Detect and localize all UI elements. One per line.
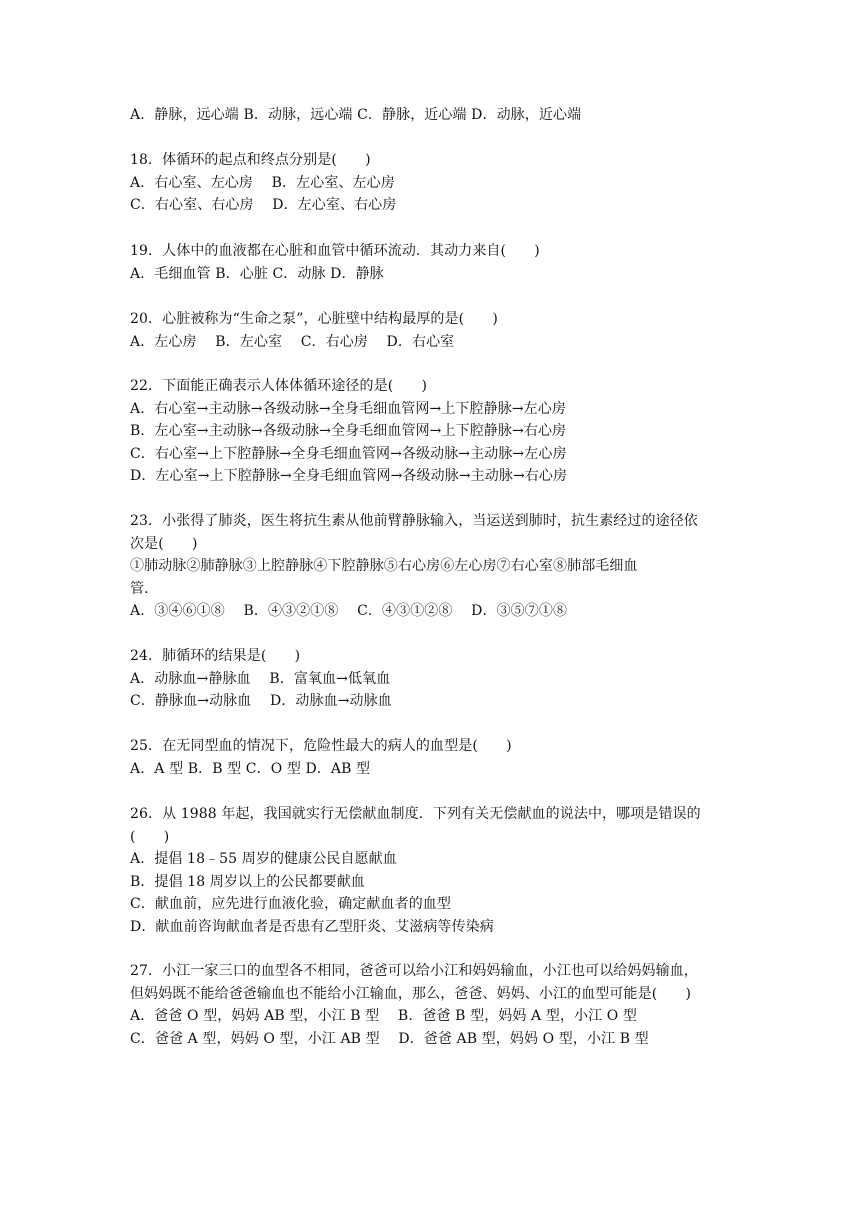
question-stem: 26．从 1988 年起，我国就实行无偿献血制度．下列有关无偿献血的说法中，哪项是错误的 (130, 806, 701, 822)
question-27 (130, 960, 740, 1050)
answer-option: C．献血前，应先进行血液化验，确定献血者的血型 (130, 896, 452, 912)
question-26 (130, 803, 740, 938)
question-stem: 但妈妈既不能给爸爸输血也不能给小江输血，那么，爸爸、妈妈、小江的血型可能是( ) (130, 985, 692, 1002)
answer-options: C．静脉血→动脉血 D．动脉血→动脉血 (130, 693, 392, 709)
text-line: A．静脉，远心端 B．动脉，远心端 C．静脉，近心端 D．动脉，近心端 (130, 107, 582, 123)
question-stem: 20．心脏被称为“生命之泵”，心脏壁中结构最厚的是( ) (130, 311, 498, 327)
question-stem: 22．下面能正确表示人体体循环途径的是( ) (130, 378, 428, 394)
answer-options: A．左心房 B．左心室 C．右心房 D．右心室 (130, 333, 455, 350)
question-24 (130, 645, 740, 713)
question-25 (130, 735, 740, 780)
question-stem: 24．肺循环的结果是( ) (130, 648, 301, 664)
question-stem: 19．人体中的血液都在心脏和血管中循环流动．其动力来自( ) (130, 243, 540, 259)
question-stem: 23．小张得了肺炎，医生将抗生素从他前臂静脉输入，当运送到肺时，抗生素经过的途径依 (130, 513, 698, 529)
question-23 (130, 510, 740, 623)
item-list: ①肺动脉②肺静脉③上腔静脉④下腔静脉⑤右心房⑥左心房⑦右心室⑧肺部毛细血 (130, 558, 638, 574)
question-stem: 18．体循环的起点和终点分别是( ) (130, 152, 371, 168)
question-stem: 次是( ) (130, 535, 198, 552)
answer-options: A．动脉血→静脉血 B．富氧血→低氧血 (130, 670, 391, 687)
answer-option: D．献血前咨询献血者是否患有乙型肝炎、艾滋病等传染病 (130, 918, 494, 935)
answer-option: D．左心室→上下腔静脉→全身毛细血管网→各级动脉→主动脉→右心房 (130, 468, 568, 484)
question-stem: 25．在无同型血的情况下，危险性最大的病人的血型是( ) (130, 738, 512, 754)
question-stem: 27．小江一家三口的血型各不相同，爸爸可以给小江和妈妈输血，小江也可以给妈妈输血， (130, 963, 698, 979)
answer-option: C．右心室→上下腔静脉→全身毛细血管网→各级动脉→主动脉→左心房 (130, 445, 567, 462)
question-22 (130, 375, 740, 488)
answer-option: B．提倡 18 周岁以上的公民都要献血 (130, 873, 365, 890)
answer-options: A．③④⑥①⑧ B．④③②①⑧ C．④③①②⑧ D．③⑤⑦①⑧ (130, 603, 568, 619)
answer-options: C．右心室、右心房 D．左心室、右心房 (130, 197, 397, 213)
answer-options: A．爸爸 O 型，妈妈 AB 型，小江 B 型 B．爸爸 B 型，妈妈 A 型，小江 O 型 (130, 1008, 637, 1024)
answer-options: A．毛细血管 B．心脏 C．动脉 D．静脉 (130, 265, 384, 282)
answer-option: A．提倡 18﹣55 周岁的健康公民自愿献血 (130, 851, 397, 867)
answer-option: A．右心室→主动脉→各级动脉→全身毛细血管网→上下腔静脉→左心房 (130, 400, 566, 417)
answer-options: A．右心室、左心房 B．左心室、左心房 (130, 174, 395, 191)
question-17-options (130, 104, 740, 127)
item-list: 管． (130, 580, 159, 597)
answer-options: C．爸爸 A 型，妈妈 O 型，小江 AB 型 D．爸爸 AB 型，妈妈 O 型，小江 B 型 (130, 1030, 649, 1047)
question-20 (130, 308, 740, 353)
question-stem: ( ) (130, 828, 170, 845)
answer-options: A．A 型 B．B 型 C．O 型 D．AB 型 (130, 760, 371, 777)
question-19 (130, 240, 740, 285)
answer-option: B．左心室→主动脉→各级动脉→全身毛细血管网→上下腔静脉→右心房 (130, 423, 567, 439)
question-18 (130, 149, 740, 217)
